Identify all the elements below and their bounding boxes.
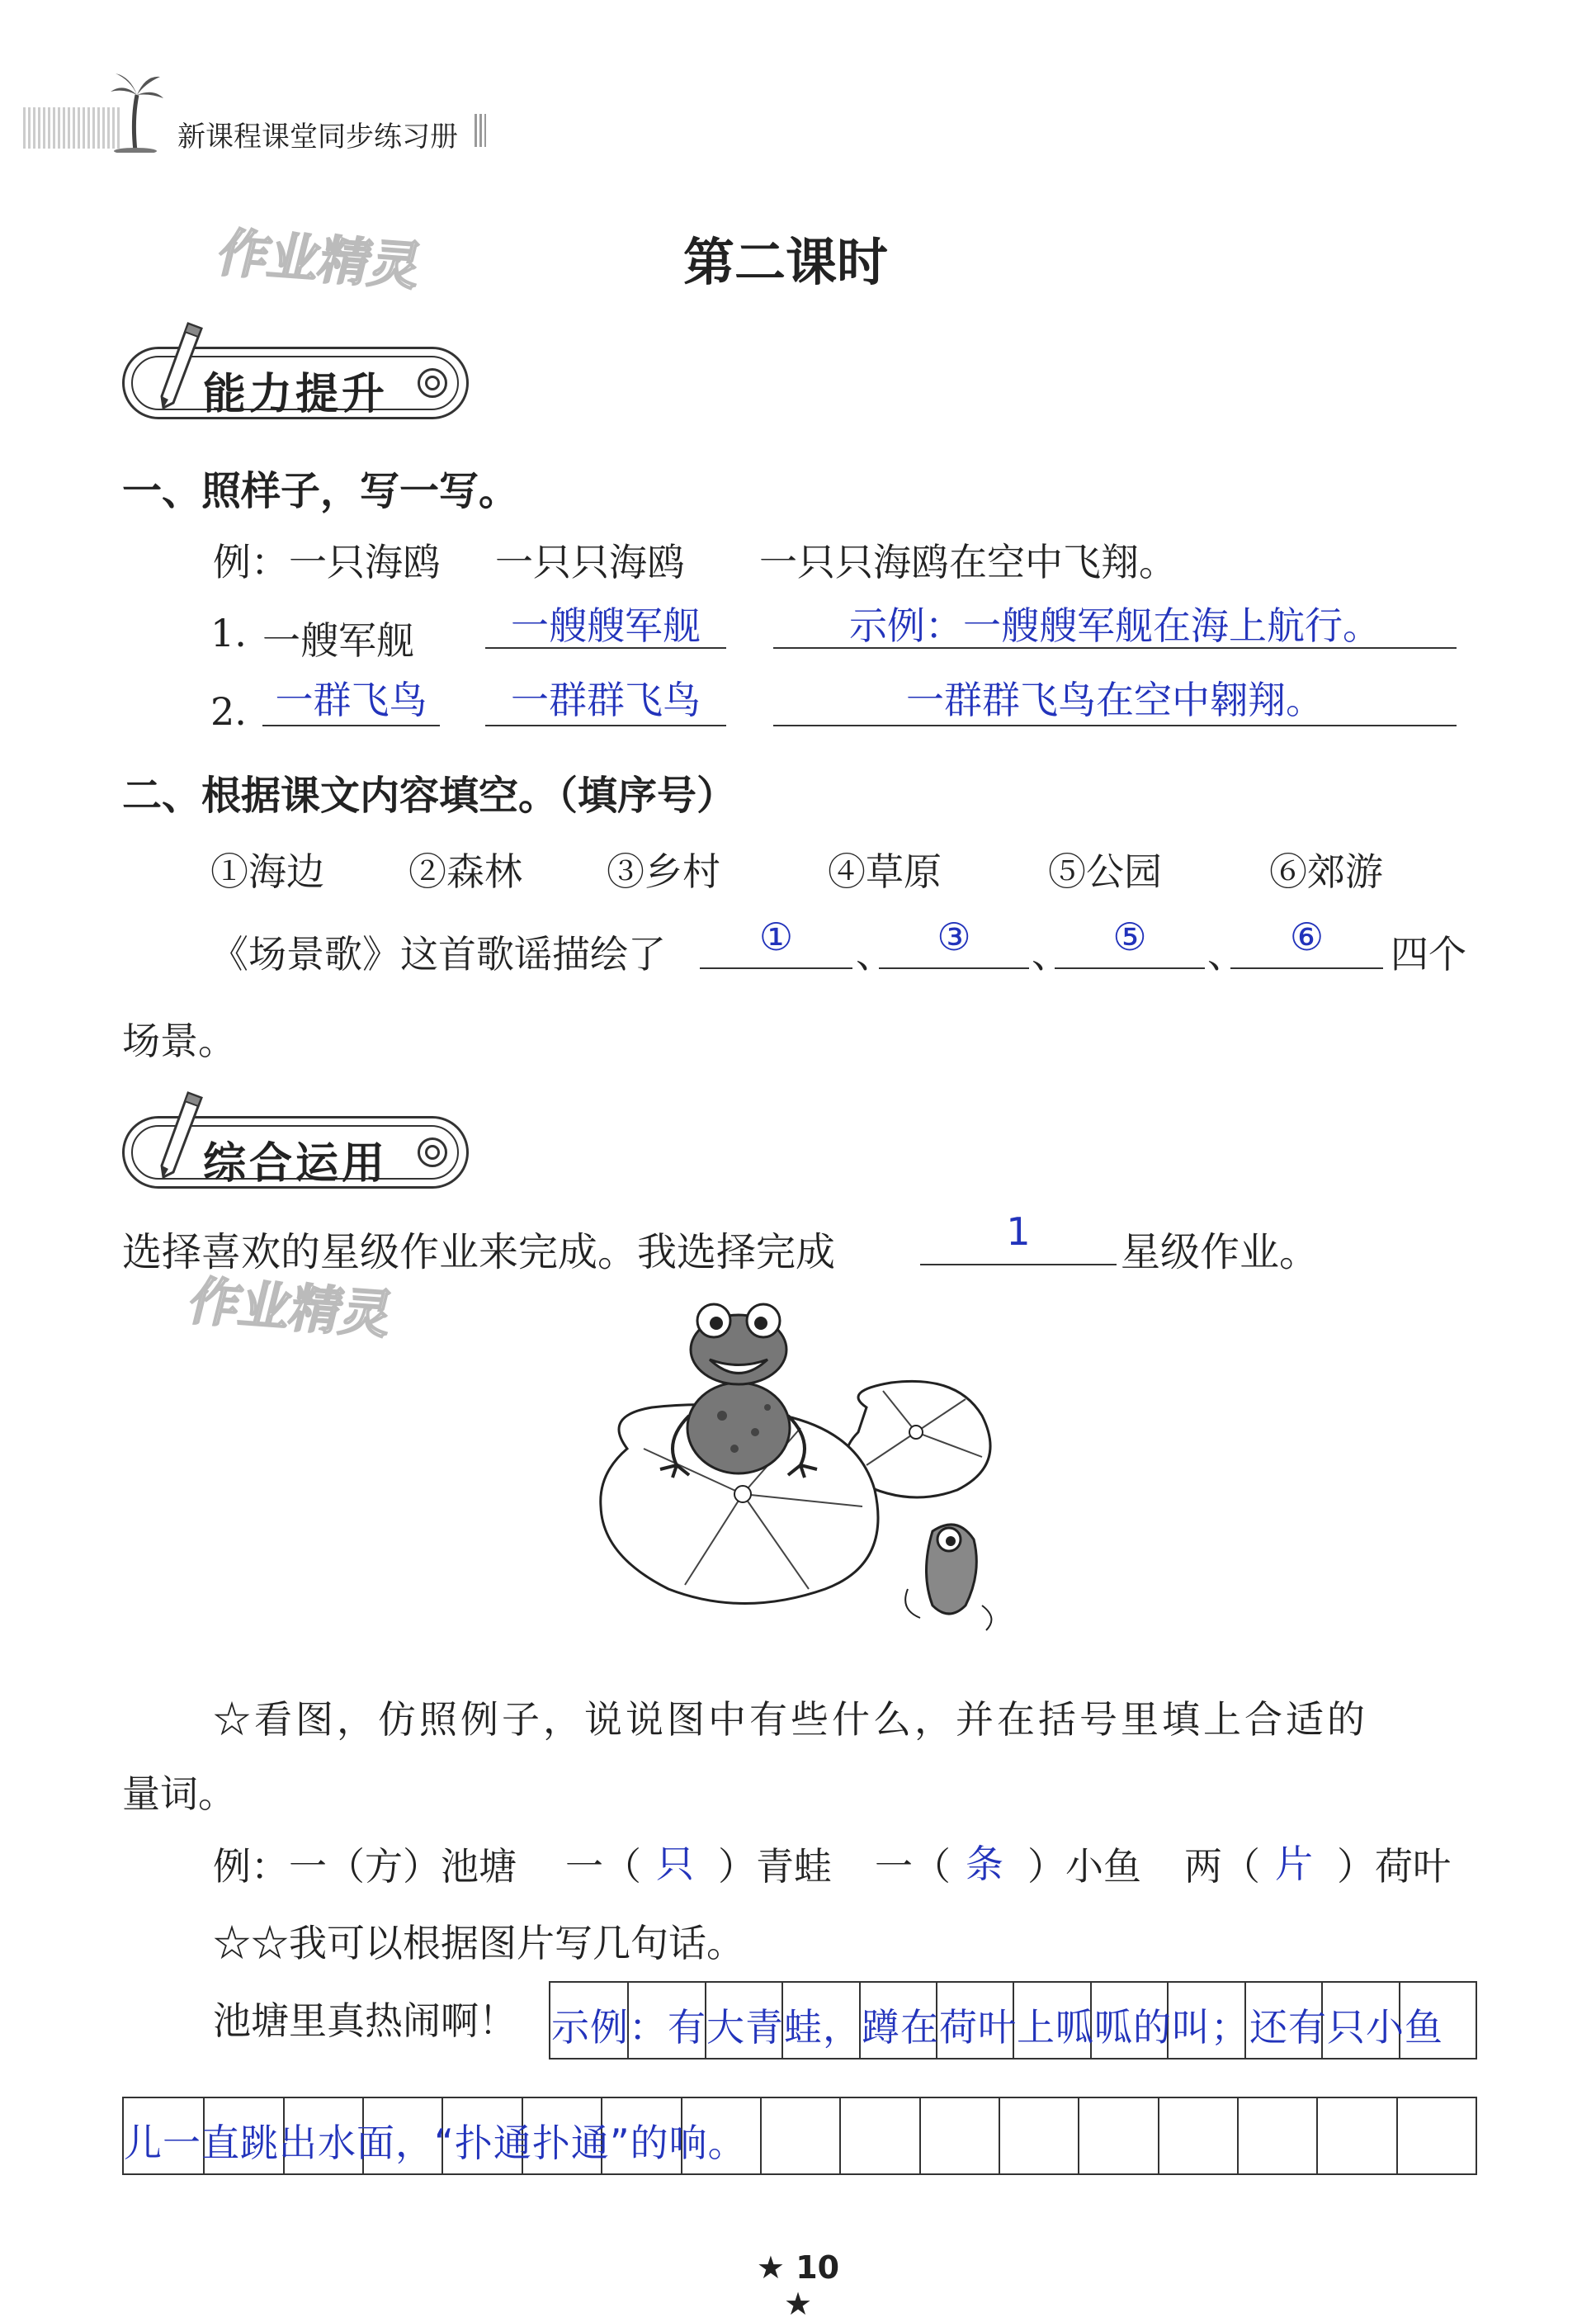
task-text: ☆☆我可以根据图片写几句话。 — [213, 1921, 744, 1965]
pencil-icon — [155, 320, 205, 411]
separator: 、 — [1207, 932, 1245, 977]
example-text: 例：一（方）池塘 — [213, 1844, 517, 1889]
item-given: 一艘军舰 — [262, 618, 414, 663]
option: ④草原 — [828, 849, 942, 894]
example-text: ）小鱼 — [1027, 1844, 1141, 1889]
example-text: 两（ — [1184, 1844, 1260, 1889]
pond-illustration — [594, 1292, 1023, 1647]
question-title: 二、根据课文内容填空。（填序号） — [122, 773, 737, 819]
pencil-icon — [155, 1090, 205, 1180]
grid-answer-text: 儿一直跳出水面，“扑通扑通”的响。 — [124, 2121, 747, 2165]
answer-blank[interactable] — [773, 596, 1457, 649]
answer-blank[interactable] — [485, 670, 726, 726]
example-text: ）青蛙 — [718, 1844, 832, 1889]
fish-icon — [905, 1525, 991, 1630]
page-number-value: 10 — [796, 2249, 840, 2286]
answer-blank[interactable] — [920, 1209, 1117, 1265]
answer-blank[interactable] — [1055, 915, 1205, 969]
answer-text: 一群群飞鸟 — [511, 678, 701, 722]
question-title: 一、照样子，写一写。 — [122, 468, 519, 514]
star-icon: ★ — [783, 2286, 813, 2322]
option: ③乡村 — [607, 849, 720, 894]
answer-blank[interactable] — [485, 596, 726, 649]
page-number — [743, 2249, 853, 2322]
header-divider — [475, 114, 486, 147]
badge-label: 综合运用 — [203, 1139, 389, 1189]
lesson-title: 第二课时 — [683, 232, 889, 292]
example-text: 例：一只海鸥 — [213, 540, 441, 584]
answer-text: 1 — [1006, 1209, 1031, 1254]
task-start: 池塘里真热闹啊！ — [213, 1998, 517, 2043]
answer-text[interactable]: 片 — [1275, 1842, 1313, 1886]
example-text: 一只只海鸥 — [495, 540, 685, 584]
fill-sentence-end: 四个 — [1391, 932, 1466, 977]
answer-blank[interactable] — [879, 915, 1029, 969]
item-number: 2. — [210, 689, 247, 734]
answer-blank[interactable] — [262, 670, 440, 726]
answer-text: 一群群飞鸟在空中翱翔。 — [906, 678, 1324, 722]
choose-text: 选择喜欢的星级作业来完成。我选择完成 — [122, 1229, 836, 1275]
target-icon — [418, 368, 447, 398]
fill-sentence: 《场景歌》这首歌谣描绘了 — [210, 932, 666, 977]
answer-text[interactable]: 只 — [656, 1842, 694, 1886]
fill-sentence-cont: 场景。 — [122, 1019, 236, 1063]
choose-text-end: 星级作业。 — [1121, 1229, 1320, 1275]
answer-text: 一群飞鸟 — [275, 678, 427, 722]
answer-text: 一艘艘军舰 — [511, 603, 701, 648]
example-text: 一（ — [565, 1844, 641, 1889]
answer-text: ① — [758, 915, 794, 959]
example-text: 一只只海鸥在空中飞翔。 — [759, 540, 1177, 584]
answer-blank[interactable] — [773, 670, 1457, 726]
answer-blank[interactable] — [700, 915, 852, 969]
answer-text: ⑥ — [1289, 915, 1324, 959]
answer-text[interactable]: 条 — [966, 1842, 1003, 1886]
watermark: 作业精灵 — [211, 222, 428, 297]
grid-answer-text: 示例：有大青蛙，蹲在荷叶上呱呱的叫；还有只小鱼 — [551, 2005, 1443, 2050]
example-text: 一（ — [875, 1844, 951, 1889]
answer-text: ⑤ — [1112, 915, 1147, 959]
item-number: 1. — [210, 611, 247, 655]
task-text: 量词。 — [122, 1771, 236, 1816]
target-icon — [418, 1137, 447, 1167]
option: ①海边 — [210, 849, 324, 894]
watermark: 作业精灵 — [182, 1270, 399, 1345]
book-title: 新课程课堂同步练习册 — [177, 121, 458, 154]
option: ⑤公园 — [1048, 849, 1162, 894]
separator: 、 — [1032, 932, 1070, 977]
option: ②森林 — [408, 849, 522, 894]
star-icon: ★ — [756, 2249, 796, 2286]
answer-text: 示例：一艘艘军舰在海上航行。 — [849, 603, 1381, 648]
separator: 、 — [856, 932, 894, 977]
example-text: ）荷叶 — [1337, 1844, 1451, 1889]
option: ⑥郊游 — [1269, 849, 1383, 894]
answer-text: ③ — [937, 915, 971, 959]
answer-blank[interactable] — [1230, 915, 1383, 969]
palm-tree-icon — [107, 70, 165, 153]
task-text: ☆看图，仿照例子，说说图中有些什么，并在括号里填上合适的 — [213, 1697, 1368, 1742]
badge-label: 能力提升 — [203, 370, 389, 419]
